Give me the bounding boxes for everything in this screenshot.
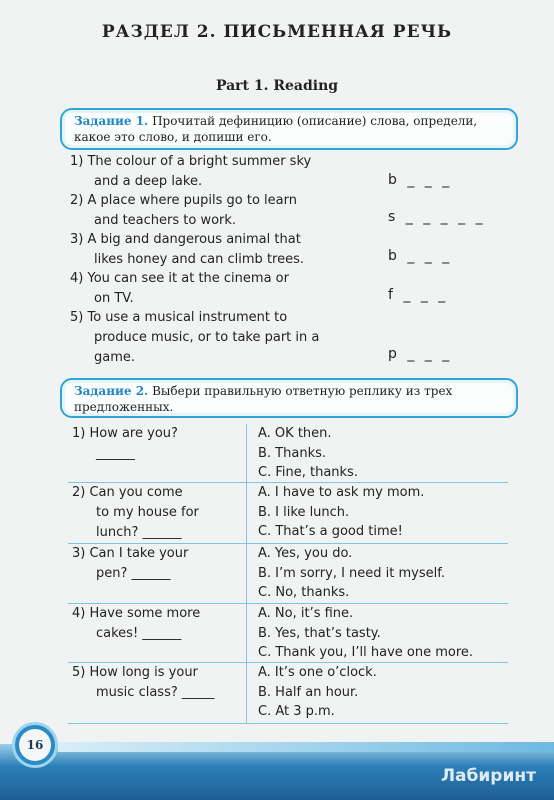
task1-item-2-line2: and teachers to work. xyxy=(94,213,237,228)
column-divider xyxy=(246,424,247,482)
task1-item-4-line2: on TV. xyxy=(94,291,134,306)
task2-row-2 xyxy=(68,483,508,544)
page-number: 16 xyxy=(19,729,51,761)
task2-q1-line1: 1) How are you? xyxy=(72,426,178,441)
task2-row1-option-c[interactable]: C. Fine, thanks. xyxy=(258,465,358,480)
task2-q3-line2[interactable]: pen? ______ xyxy=(96,566,171,581)
task2-options-3 xyxy=(258,544,508,603)
task2-row-3 xyxy=(68,544,508,604)
task2-instruction: Выбери правильную ответную реплику из трех предложенных. xyxy=(74,384,453,414)
task1-item-4-line1: 4) You can see it at the cinema or xyxy=(70,271,289,286)
task1-item-2-answer[interactable]: s _ _ _ _ _ xyxy=(388,209,486,225)
task2-row-4 xyxy=(68,604,508,663)
section-title: РАЗДЕЛ 2. ПИСЬМЕННАЯ РЕЧЬ xyxy=(101,22,453,42)
task1-item-5-line3: game. xyxy=(94,350,136,365)
task2-row-5 xyxy=(68,663,508,724)
task2-row2-option-a[interactable]: A. I have to ask my mom. xyxy=(258,485,425,500)
task2-question-3 xyxy=(72,544,240,584)
task1-item-1-answer[interactable]: b _ _ _ xyxy=(388,172,453,188)
task2-row4-option-a[interactable]: A. No, it’s fine. xyxy=(258,606,354,621)
column-divider xyxy=(246,604,247,662)
watermark-logo: Лабиринт xyxy=(440,766,536,786)
part-title: Part 1. Reading xyxy=(215,78,339,94)
column-divider xyxy=(246,544,247,603)
task2-row4-option-b[interactable]: B. Yes, that’s tasty. xyxy=(258,625,381,641)
footer-band-highlight xyxy=(58,742,554,752)
task2-q5-line1: 5) How long is your xyxy=(72,665,198,680)
task1-item-1-line2: and a deep lake. xyxy=(94,174,203,189)
task2-q4-line1: 4) Have some more xyxy=(72,606,201,621)
task2-q5-line2[interactable]: music class? _____ xyxy=(96,685,215,700)
task2-q4-line2[interactable]: cakes! ______ xyxy=(96,626,182,641)
task2-label: Задание 2. xyxy=(74,384,149,398)
task2-q2-line3[interactable]: lunch? ______ xyxy=(96,525,182,540)
task2-row3-option-c[interactable]: C. No, thanks. xyxy=(258,585,350,600)
task1-instruction: Прочитай дефиницию (описание) слова, определи, какое это слово, и допиши его. xyxy=(74,114,478,144)
task1-item-3-line1: 3) A big and dangerous animal that xyxy=(70,232,301,247)
task2-q1-blank[interactable]: ______ xyxy=(96,446,135,461)
task2-row2-option-b[interactable]: B. I like lunch. xyxy=(258,504,350,520)
task2-question-4 xyxy=(72,604,240,644)
column-divider xyxy=(246,663,247,723)
task2-row1-option-b[interactable]: B. Thanks. xyxy=(258,445,327,461)
task2-row5-option-a[interactable]: A. It’s one o’clock. xyxy=(258,665,377,680)
task2-row4-option-c[interactable]: C. Thank you, I’ll have one more. xyxy=(258,645,474,660)
task2-row5-option-b[interactable]: B. Half an hour. xyxy=(258,684,359,700)
task2-options-1 xyxy=(258,424,508,483)
task2-q2-line1: 2) Can you come xyxy=(72,485,183,500)
task1-item-1-line1: 1) The colour of a bright summer sky xyxy=(70,154,312,169)
task1-item-2-line1: 2) A place where pupils go to learn xyxy=(70,193,297,208)
task2-row5-option-c[interactable]: C. At 3 p.m. xyxy=(258,704,335,719)
task2-q2-line2: to my house for xyxy=(96,505,199,520)
task1-item-5-answer[interactable]: p _ _ _ xyxy=(388,346,453,362)
task2-row3-option-a[interactable]: A. Yes, you do. xyxy=(258,546,353,561)
task1-item-3-answer[interactable]: b _ _ _ xyxy=(388,248,453,264)
task2-question-2 xyxy=(72,483,240,543)
task1-item-5-line2: produce music, or to take part in a xyxy=(94,330,320,345)
task2-row-1 xyxy=(68,424,508,483)
task1-item-5-line1: 5) To use a musical instrument to xyxy=(70,310,288,325)
column-divider xyxy=(246,483,247,543)
task2-row2-option-c[interactable]: C. That’s a good time! xyxy=(258,524,403,539)
task2-question-5 xyxy=(72,663,240,703)
task1-item-4-answer[interactable]: f _ _ _ xyxy=(388,287,449,303)
task1-instruction-box xyxy=(60,108,518,150)
task2-options-5 xyxy=(258,663,508,722)
task2-options-2 xyxy=(258,483,508,542)
task2-row3-option-b[interactable]: B. I’m sorry, I need it myself. xyxy=(258,565,446,581)
page-number-badge xyxy=(12,722,58,768)
task2-row1-option-a[interactable]: A. OK then. xyxy=(258,426,332,441)
task1-item-3-line2: likes honey and can climb trees. xyxy=(94,252,304,267)
task1-label: Задание 1. xyxy=(74,114,149,128)
task2-options-4 xyxy=(258,604,508,663)
task2-instruction-box xyxy=(60,378,518,418)
task2-q3-line1: 3) Can I take your xyxy=(72,546,189,561)
task2-question-1 xyxy=(72,424,240,464)
